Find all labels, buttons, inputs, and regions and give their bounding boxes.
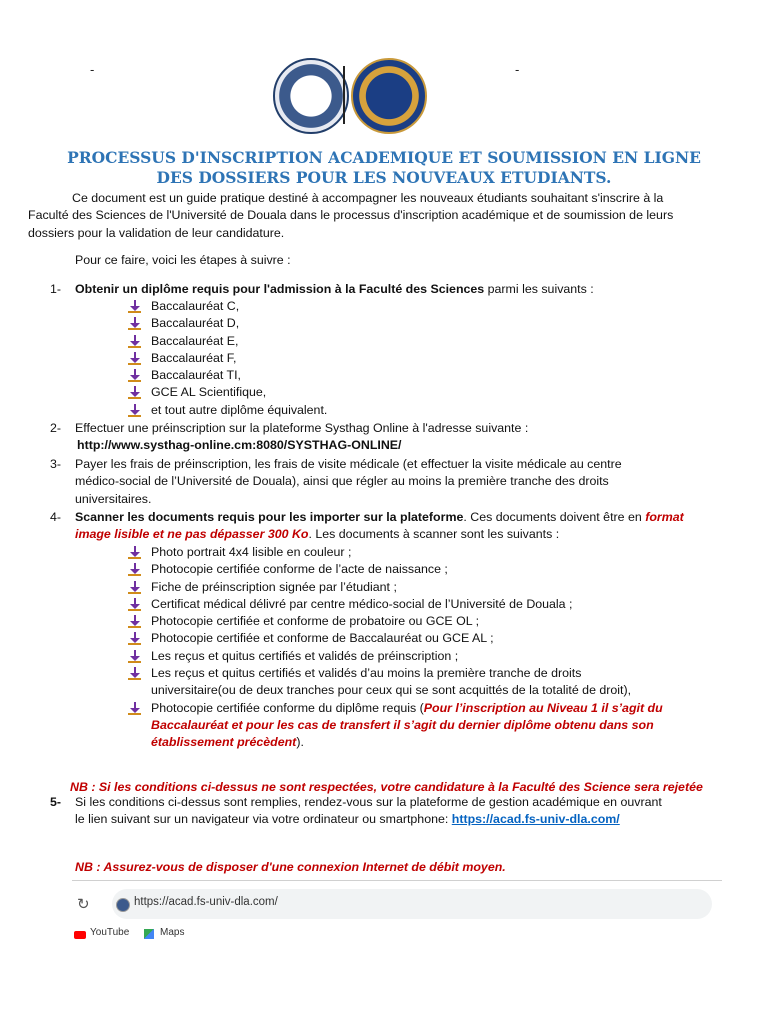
address-text: https://acad.fs-univ-dla.com/ (134, 896, 278, 908)
list-item: Baccalauréat C, (128, 298, 708, 315)
step-2 (75, 420, 705, 455)
list-item: Baccalauréat F, (128, 350, 708, 367)
intro-line: dossiers pour la validation de leur candidature. (28, 225, 285, 240)
arrow-bullet-icon (128, 317, 141, 330)
step-1-bold: Obtenir un diplôme requis pour l'admission à la Faculté des Sciences (75, 282, 485, 296)
arrow-bullet-icon (128, 300, 141, 313)
bookmark-youtube[interactable]: YouTube (90, 927, 130, 938)
step-number: 2- (50, 421, 62, 435)
step-1 (75, 281, 705, 298)
step-3: Payer les frais de préinscription, les frais de visite médicale (et effectuer la visite médicale au centre médico-social de l’Université de Douala), ainsi que régler au moins la première tranche des droits universitaires. (75, 457, 622, 506)
arrow-bullet-icon (128, 386, 141, 399)
arrow-bullet-icon (128, 404, 141, 417)
step-4: Scanner les documents requis pour les importer sur la plateforme. Ces documents doivent être en format image lisible et ne pas dépasser 300 Ko. Les documents à scanner sont les suivants : (75, 510, 684, 542)
step-1-rest: parmi les suivants : (484, 282, 594, 296)
step-number: 3- (50, 457, 62, 471)
step-number: 1- (50, 282, 62, 296)
list-item: Photo portrait 4x4 lisible en couleur ; (128, 544, 708, 561)
dash-left: - (90, 62, 95, 77)
step-number: 4- (50, 510, 62, 524)
arrow-bullet-icon (128, 581, 141, 594)
intro-paragraph (28, 190, 728, 242)
arrow-bullet-icon (128, 615, 141, 628)
arrow-bullet-icon (128, 632, 141, 645)
list-item: Baccalauréat TI, (128, 367, 708, 384)
diploma-list (128, 298, 708, 419)
academic-platform-link[interactable]: https://acad.fs-univ-dla.com/ (451, 812, 620, 827)
size-warning: image lisible et ne pas dépasser 300 Ko (75, 527, 309, 542)
list-item: Baccalauréat D, (128, 315, 708, 332)
document-title (20, 148, 748, 188)
arrow-bullet-icon (128, 702, 141, 715)
arrow-bullet-icon (128, 352, 141, 365)
list-item: GCE AL Scientifique, (128, 384, 708, 401)
step-5: Si les conditions ci-dessus sont remplies, rendez-vous sur la plateforme de gestion académique en ouvrant le lien suivant sur un navigateur via votre ordinateur ou smartphone: https://acad.fs-univ-dla.com/ (75, 795, 662, 827)
browser-screenshot (72, 880, 722, 943)
intro-line: Faculté des Sciences de l'Université de Douala dans le processus d'inscription académique et de soumission de leurs (28, 208, 674, 223)
bookmark-maps[interactable]: Maps (160, 927, 185, 938)
list-item: Photocopie certifiée et conforme de probatoire ou GCE OL ; (128, 613, 708, 630)
header-logos (0, 58, 768, 134)
list-item: et tout autre diplôme équivalent. (128, 402, 708, 419)
step-4-bold: Scanner les documents requis pour les importer sur la plateforme (75, 510, 464, 524)
nb-warning-rejection: NB : Si les conditions ci-dessus ne sont respectées, votre candidature à la Faculté des Science sera rejetée (70, 780, 703, 795)
arrow-bullet-icon (128, 598, 141, 611)
maps-icon (144, 929, 154, 939)
reload-icon[interactable]: ↻ (77, 896, 90, 913)
arrow-bullet-icon (128, 335, 141, 348)
intro-line: Ce document est un guide pratique destiné à accompagner les nouveaux étudiants souhaitant s'inscrire à la (72, 191, 664, 205)
list-item: Les reçus et quitus certifiés et validés d’au moins la première tranche de droits universitaire(ou de deux tranches pour ceux qui se sont acquittés de la totalité de droit), (128, 665, 708, 700)
nb-internet-connection: NB : Assurez-vous de disposer d'une connexion Internet de débit moyen. (75, 860, 506, 875)
youtube-icon (74, 931, 86, 939)
steps-intro: Pour ce faire, voici les étapes à suivre : (75, 253, 291, 267)
documents-list (128, 544, 708, 752)
list-item: Baccalauréat E, (128, 333, 708, 350)
list-item: Photocopie certifiée et conforme de Baccalauréat ou GCE AL ; (128, 630, 708, 647)
title-line-1: PROCESSUS D'INSCRIPTION ACADEMIQUE ET SOUMISSION EN LIGNE (67, 148, 701, 167)
arrow-bullet-icon (128, 546, 141, 559)
systhag-url[interactable]: http://www.systhag-online.cm:8080/SYSTHAG-ONLINE/ (77, 438, 402, 453)
list-item: Les reçus et quitus certifiés et validés de préinscription ; (128, 648, 708, 665)
list-item: Photocopie certifiée conforme de l’acte de naissance ; (128, 561, 708, 578)
list-item: Photocopie certifiée conforme du diplôme requis (Pour l’inscription au Niveau 1 il s’agit du Baccalauréat et pour les cas de transfert il s’agit du dernier diplôme obtenu dans son établissement précèdent). (128, 700, 708, 752)
arrow-bullet-icon (128, 667, 141, 680)
faculty-seal-logo (351, 58, 427, 134)
format-warning: format (645, 510, 684, 524)
arrow-bullet-icon (128, 650, 141, 663)
site-favicon-icon (116, 898, 130, 912)
step-number: 5- (50, 795, 62, 809)
arrow-bullet-icon (128, 563, 141, 576)
university-seal-logo (273, 58, 349, 134)
list-item: Fiche de préinscription signée par l’étudiant ; (128, 579, 708, 596)
logo-divider (343, 66, 345, 124)
arrow-bullet-icon (128, 369, 141, 382)
title-line-2: DES DOSSIERS POUR LES NOUVEAUX ETUDIANTS. (156, 168, 612, 187)
dash-right: - (515, 62, 520, 77)
list-item: Certificat médical délivré par centre médico-social de l’Université de Douala ; (128, 596, 708, 613)
step-2-text: Effectuer une préinscription sur la plateforme Systhag Online à l'adresse suivante : (75, 421, 529, 435)
